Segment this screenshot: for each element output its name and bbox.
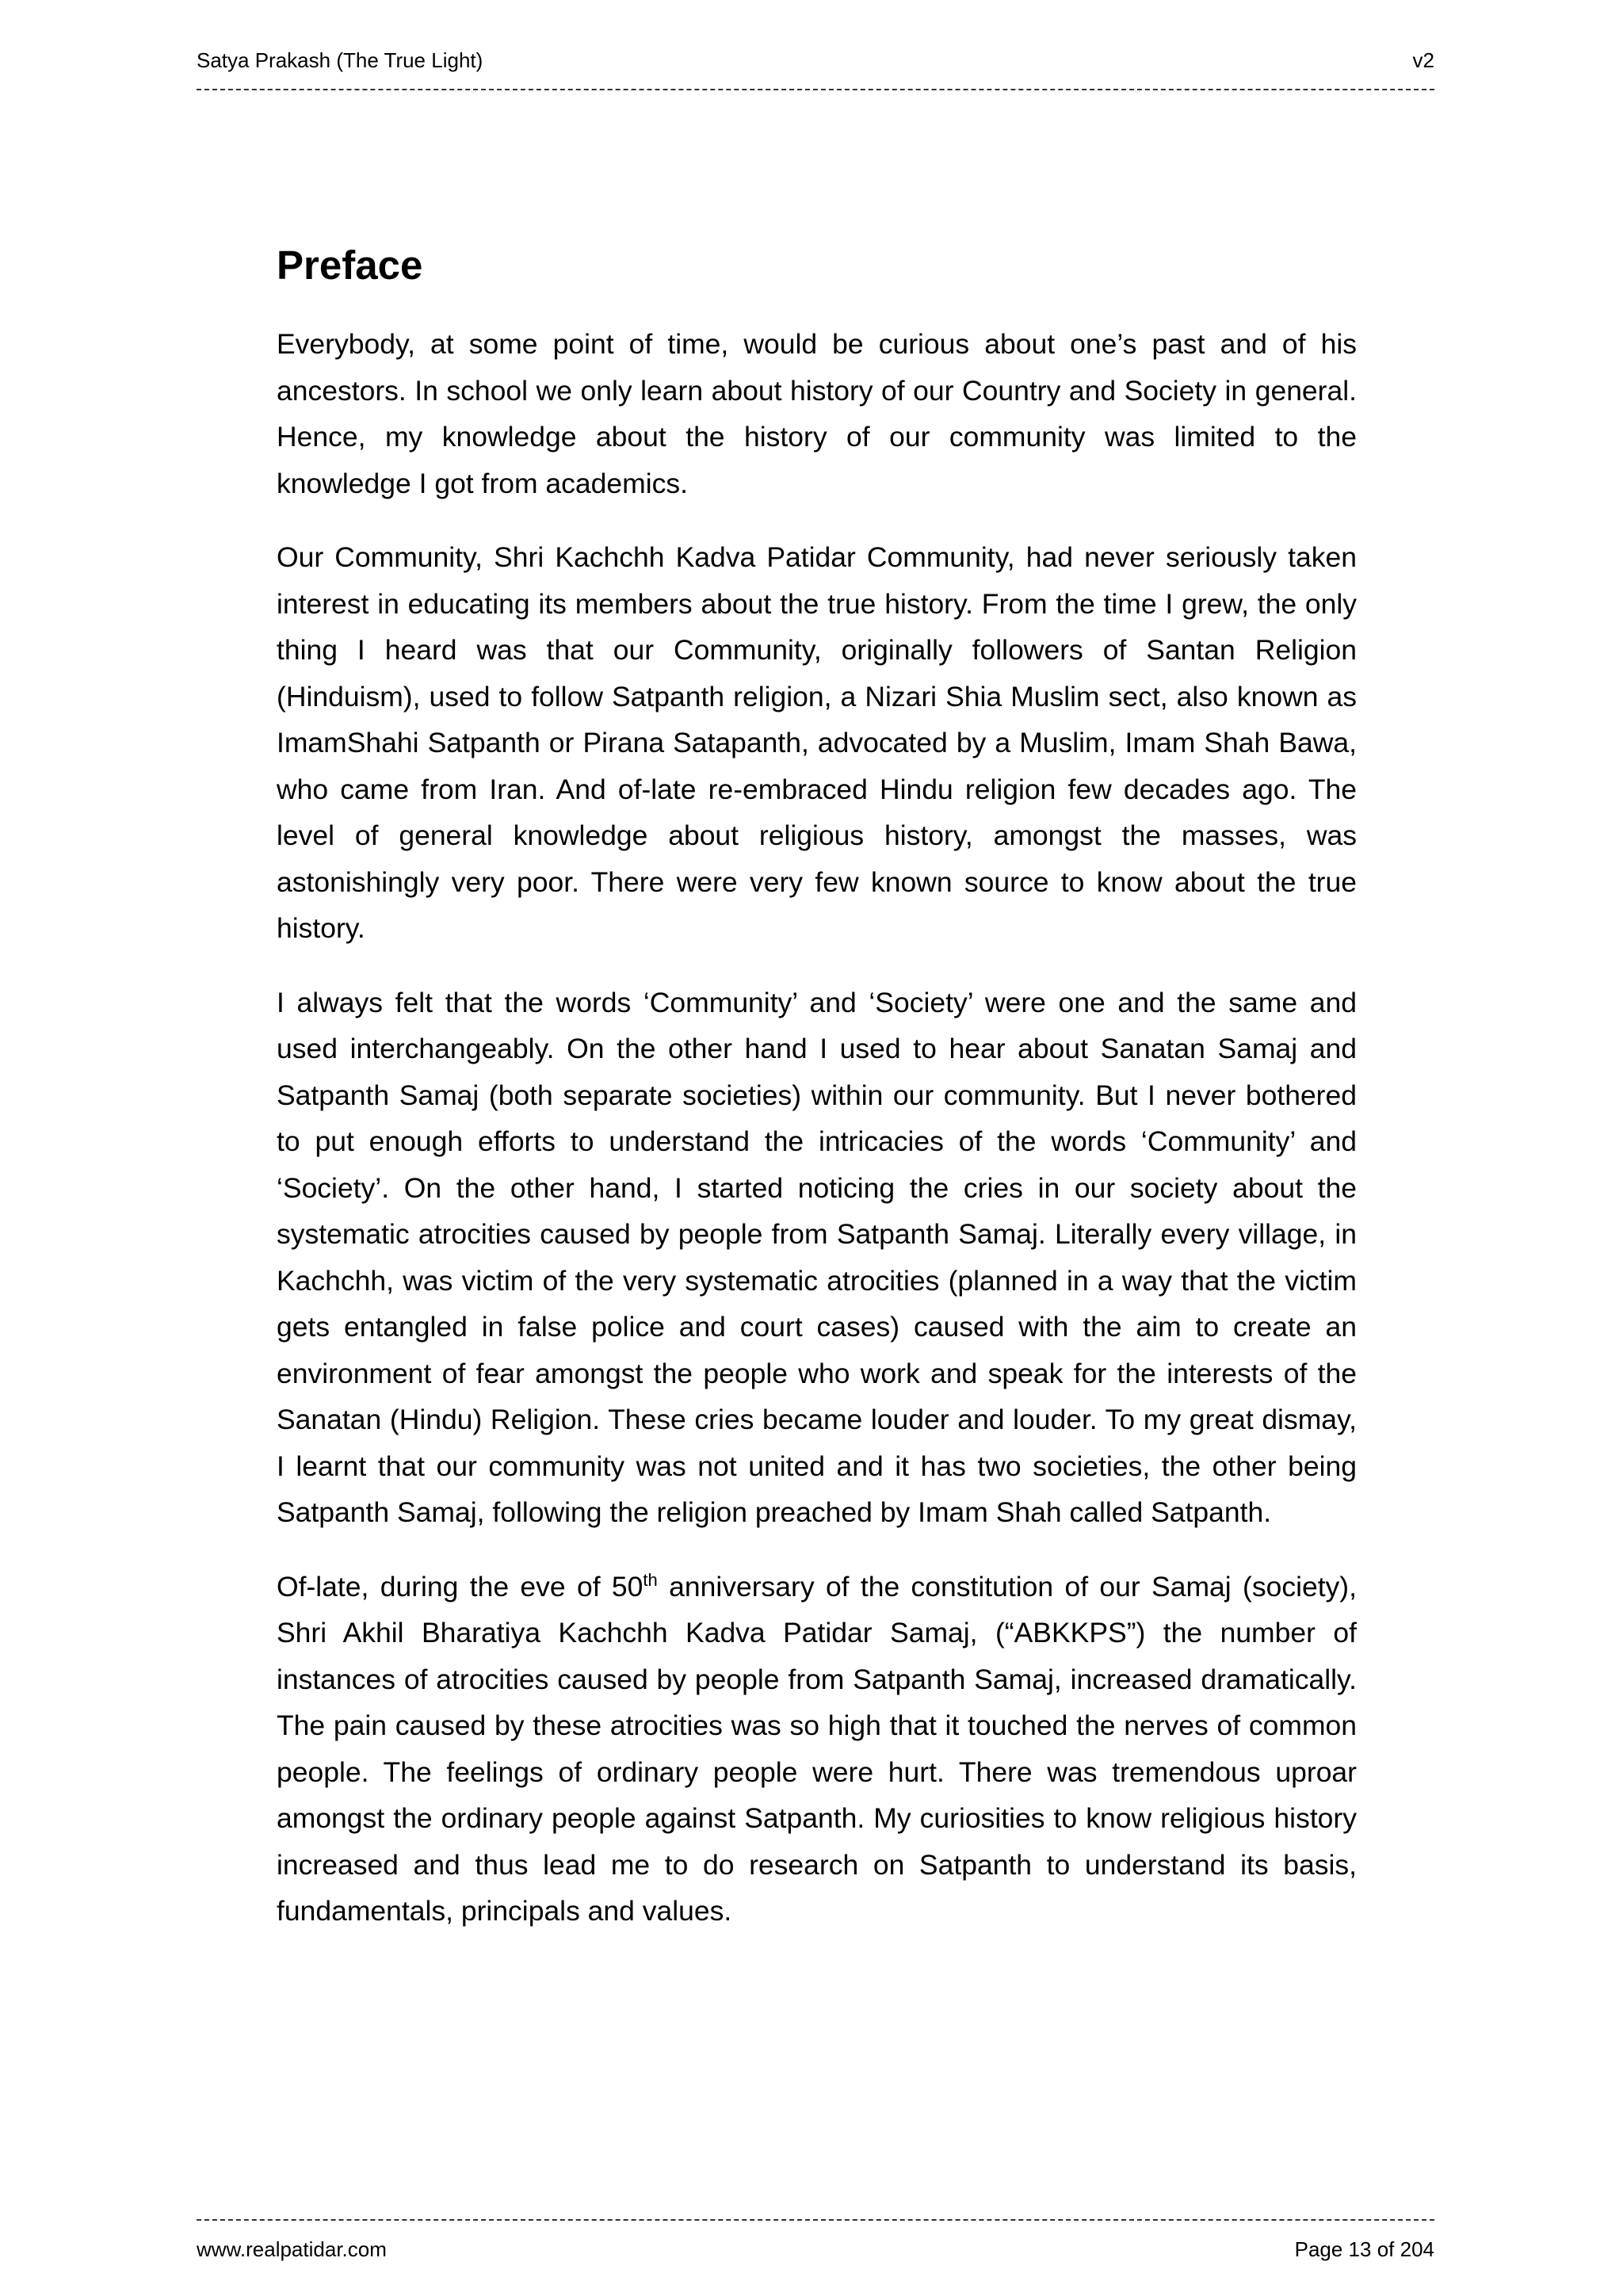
page-number: Page 13 of 204 bbox=[1294, 2237, 1434, 2261]
page-header bbox=[197, 48, 1434, 79]
section-heading: Preface bbox=[277, 243, 423, 288]
document-title: Satya Prakash (The True Light) bbox=[197, 48, 483, 72]
paragraph-4-start: Of-late, during the eve of 50 bbox=[277, 1570, 643, 1603]
paragraph-3: I always felt that the words ‘Community’ and ‘Society’ were one and the same and used interchangeably. On the other hand I used to hear about Sanatan Samaj and Satpanth Samaj (both separate societies) within our community. But I never bothered to put enough efforts to understand the intricacies of the words ‘Community’ and ‘Society’. On the other hand, I started noticing the cries in our society about the systematic atrocities caused by people from Satpanth Samaj. Literally every village, in Kachchh, was victim of the very systematic atrocities (planned in a way that the victim gets entangled in false police and court cases) caused with the aim to create an environment of fear amongst the people who work and speak for the interests of the Sanatan (Hindu) Religion. These cries became louder and louder. To my great dismay, I learnt that our community was not united and it has two societies, the other being Satpanth Samaj, following the religion preached by Imam Shah called Satpanth. bbox=[277, 986, 1357, 1528]
page-footer bbox=[197, 2237, 1434, 2268]
paragraph-4-rest: anniversary of the constitution of our Samaj (society), Shri Akhil Bharatiya Kachchh Kadva Patidar Samaj, (“ABKKPS”) the number of instances of atrocities caused by people from Satpanth Samaj, increased dramatically. The pain caused by these atrocities was so high that it touched the nerves of common people. The feelings of ordinary people were hurt. There was tremendous uproar amongst the ordinary people against Satpanth. My curiosities to know religious history increased and thus lead me to do research on Satpanth to understand its basis, fundamentals, principals and values. bbox=[277, 1570, 1357, 1927]
paragraph-2: Our Community, Shri Kachchh Kadva Patidar Community, had never seriously taken interest in educating its members about the true history. From the time I grew, the only thing I heard was that our Community, originally followers of Santan Religion (Hinduism), used to follow Satpanth religion, a Nizari Shia Muslim sect, also known as ImamShahi Satpanth or Pirana Satapanth, advocated by a Muslim, Imam Shah Bawa, who came from Iran. And of-late re-embraced Hindu religion few decades ago. The level of general knowledge about religious history, amongst the masses, was astonishingly very poor. There were very few known source to know about the true history. bbox=[277, 541, 1357, 944]
document-version: v2 bbox=[1412, 48, 1434, 72]
page-body bbox=[277, 234, 1357, 1962]
footer-divider bbox=[197, 2219, 1434, 2221]
ordinal-superscript: th bbox=[643, 1569, 658, 1590]
header-divider bbox=[197, 89, 1434, 90]
website-link[interactable]: www.realpatidar.com bbox=[197, 2237, 387, 2261]
paragraph-4 bbox=[277, 1564, 1357, 1935]
paragraph-1: Everybody, at some point of time, would be curious about one’s past and of his ancestors. In school we only learn about history of our Country and Society in general. Hence, my knowledge about the history of our community was limited to the knowledge I got from academics. bbox=[277, 328, 1357, 499]
